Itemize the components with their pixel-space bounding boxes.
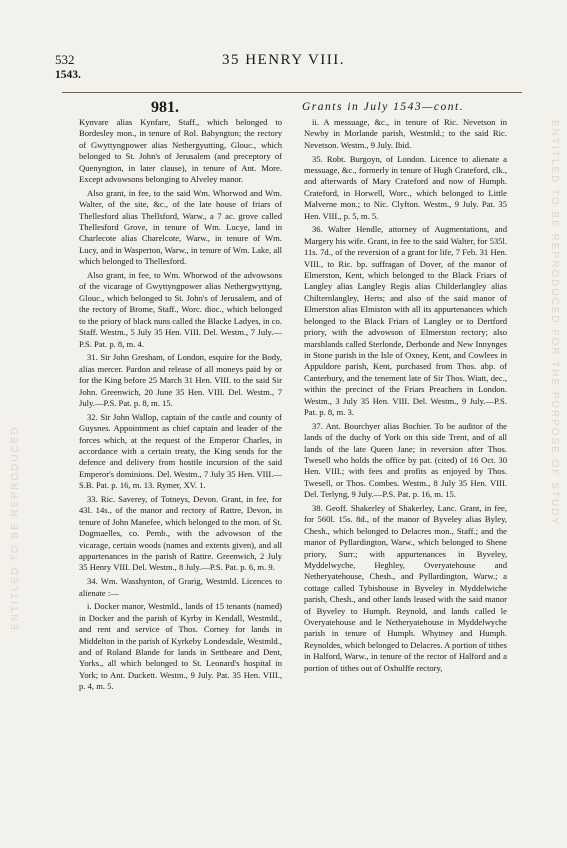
year-label: 1543.	[55, 69, 81, 81]
right-column	[304, 117, 507, 676]
paragraph: Kynvare alias Kynfare, Staff., which belonged to Bordesley mon., in tenure of Rol. Babyngton; the rectory of Gwyttyngpower alias Nethergyutting, Glouc., which belonged to St. John's of Jerusalem (and preceptory of Quenyngton, in later clause), in tenure of Ant. More. Except advowsons belonging to Alveley manor.	[79, 117, 282, 185]
paragraph: 34. Wm. Wasshynton, of Grarig, Westmld. Licences to alienate :—	[79, 576, 282, 598]
header-rule	[62, 92, 522, 93]
svg-text:ENTITLED TO BE REPRODUCED: ENTITLED TO BE REPRODUCED	[10, 425, 21, 630]
paragraph: i. Docker manor, Westmld., lands of 15 tenants (named) in Docker and the parish of Kyrby in Kendall, Westmld., and rent and service of Thos. Corney for lands in Middelton in the parish of Kyrkeby Londesdale, Westmld., and of Roland Blande for lands in Settbeare and Dent, Yorks., all which belonged to St. Leonard's hospital in York; to Ant. Duckett. Westm., 9 July. Pat. 35 Hen. VIII., p. 4, m. 5.	[79, 601, 282, 692]
watermark-right	[548, 120, 562, 680]
paragraph: 33. Ric. Saverey, of Totneys, Devon. Grant, in fee, for 43l. 14s., of the manor and rectory of Rattre, Devon, in tenure of John Manefee, which belonged to the mon. of St. Dogmaelles, co. Pemb., with the advowson of the vicarage, certain woods (names and extents given), and all appurtenances in the parish of Rattre. Greenwich, 2 July 35 Henry VIII. Del. Westm., 8 July.—P.S. Pat. p. 6, m. 9.	[79, 493, 282, 573]
paragraph: 31. Sir John Gresham, of London, esquire for the Body, alias mercer. Pardon and release of all moneys paid by or for the King before 25 March 31 Hen. VIII. to the said Sir John. Greenwich, 20 June 35 Hen. VIII. Del. Westm., 7 July.—P.S. Pat. p. 8, m. 15.	[79, 352, 282, 408]
section-subhead: Grants in July 1543—cont.	[302, 101, 465, 113]
entry-number: 981.	[151, 99, 179, 116]
watermark-left	[8, 300, 22, 630]
paragraph: 37. Ant. Bourchyer alias Bochier. To be auditor of the lands of the duchy of York on this side Trent, and of all lands of the late Queen Jane; in reversion after Thos. Twesell who holds the office by pat. (cited) of 16 Oct. 30 Hen. VIII.; with fees and profits as enjoyed by Thos. Twesell, or Thos. Combes. Westm., 8 July 35 Hen. VIII. Del. Terlyng, 9 July.—P.S. Pat. p. 16, m. 15.	[304, 420, 507, 500]
paragraph: Also grant, in fee, to the said Wm. Whorwod and Wm. Walter, of the site, &c., of the late house of friars of Thellesford alias Thellsford, Warw., a 7 ac. grove called Thellesford Grove, in tenure of Wm. Lucye, land in Charlecote alias Charelcote, Warw., in tenure of Wm. Lucy, and in Wasperton, Warw., in tenure of Wm. Lake, all which belonged to Thellesford.	[79, 187, 282, 267]
running-head: 35 HENRY VIII.	[221, 52, 346, 68]
svg-text:ENTITLED TO BE REPRODUCED FOR: ENTITLED TO BE REPRODUCED FOR THE PURPOSE OF STUDY	[549, 120, 560, 527]
paragraph: ii. A messuage, &c., in tenure of Ric. Nevetson in Newby in Morlande parish, Westmld.; to the said Ric. Nevetson. Westm., 9 July. Ibid.	[304, 117, 507, 150]
page-number: 532	[55, 52, 75, 67]
paragraph: 36. Walter Hendle, attorney of Augmentations, and Margery his wife. Grant, in fee to the said Walter, for 535l. 11s. 7d., of the reversion of a grant for life, 7 Feb. 31 Hen. VIII., to Ric. bp. suffragan of Dover, of the manor of Elmerston, Kent, which belonged to the Black Friars of Langley alias Langley Regis alias Childerlangley alias Chilternlangley, Herts; and also of the said manor of Elmerston alias Elmiston with all its appurtenances which belonged to the Black Friars of Langley or to Dertford priory, with the advowson of Elmerston rectory; also marshlands called Sterlonde, Derbonde and New Innynges in Stone parish in the Isle of Oxney, Kent, and Cowlees in Appuldore parish, Kent, purchased from Thos. abp. of Canterbury, and the tenement late of Sir Thos. Wiatt, dec., within the precinct of the Friars Preachers in London. Westm., 3 July 35 Hen. VIII. Del. Westm., 9 July.—P.S. Pat. p. 8, m. 3.	[304, 224, 507, 417]
left-column	[79, 117, 282, 695]
paragraph: Also grant, in fee, to Wm. Whorwod of the advowsons of the vicarage of Gwyttyngpower alias Nethergwyttyng, Glouc., which belonged to St. John's of Jerusalem, and of the rectory of Brome, Staff., Worc. dioc., which belonged to the priory of black nuns called the Blacke Ladyes, in co. Staff. Westm., 5 July 35 Hen. VIII. Del. Westm., 7 July.—P.S. Pat. p. 8, m. 4.	[79, 270, 282, 349]
paragraph: 35. Robt. Burgoyn, of London. Licence to alienate a messuage, &c., formerly in tenure of Hugh Crateford, clk., and afterwards of Mary Crateford and now of Humph. Crateford, in Horwell, Worc., which belonged to Little Malverne mon.; to Nic. Clyfton. Westm., 9 July. Pat. 35 Hen. VIII., p. 5, m. 5.	[304, 153, 507, 221]
paragraph: 32. Sir John Wallop, captain of the castle and county of Guysnes. Appointment as chief captain and leader of the forces which, at the request of the Emperor Charles, in accordance with a certain treaty, the King sends for the defence and delivery from hostile incursion of the said Emperor's dominions. Del. Westm., 7 July 35 Hen. VIII.—S.B. Pat. p. 16, m. 13. Rymer, XV. 1.	[79, 411, 282, 491]
paragraph: 38. Geoff. Shakerley of Shakerley, Lanc. Grant, in fee, for 560l. 15s. 8d., of the manor of Byveley alias Byley, Chesh., which belonged to Delacres mon., Staff.; and the manor of Pyllardington, Warw., which belonged to Shene priory, Surr.; with appurtenances in Byveley, Myddelwyche, Heghley, Overyatehouse and Netheryatehouse, Chesh., and Pyllardington, Warw.; a cottage called Tybishouse in Byveley in Myddelwiche parish, Chesh., and other lands leased with the said manor of Byveley to Humph. Reynold, and lands called le Overyatehouse and le Netheryatehouse in Myddelwyche parish in tenure of Humph. Whytney and Humph. Reynoldes, which belonged to Delacres. A portion of tithes in Halford, Warw., in tenure of the rector of Halford and a portion of tithes out of Oxhulffe rectory,	[304, 502, 507, 673]
